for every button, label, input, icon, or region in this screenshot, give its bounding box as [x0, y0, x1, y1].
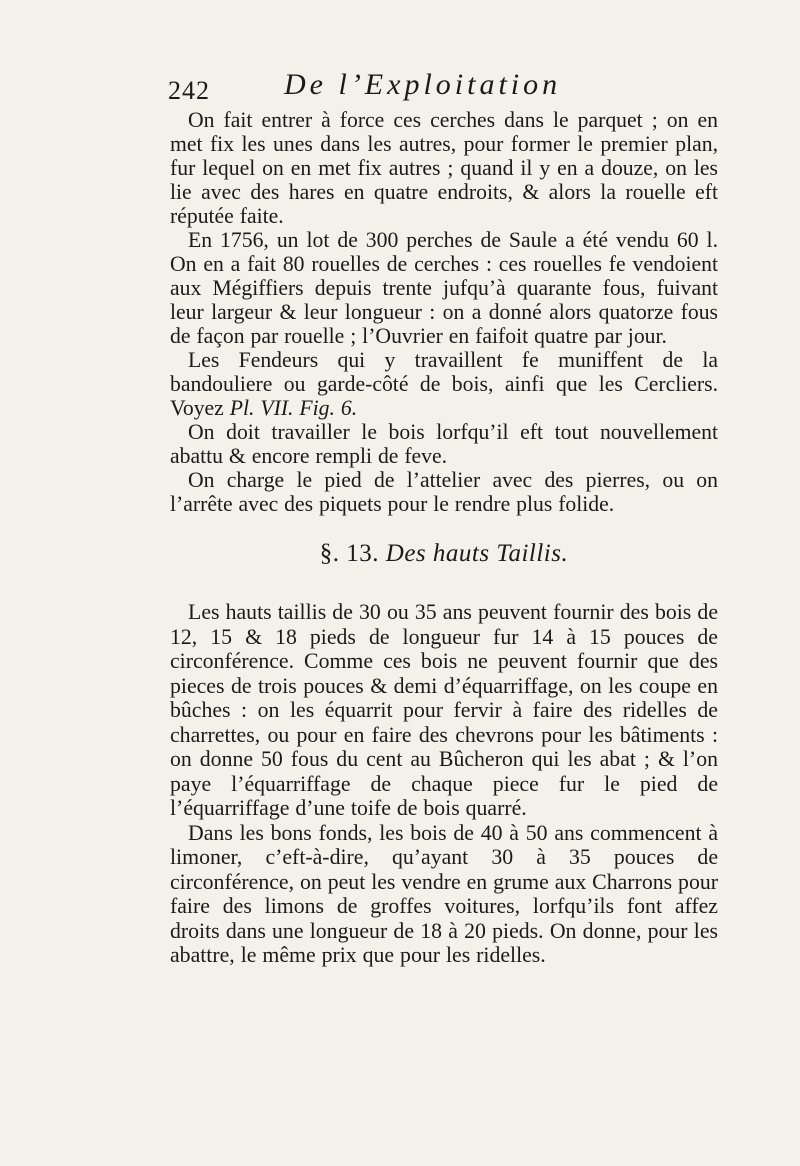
page-number: 242 — [168, 76, 210, 105]
plate-reference: Pl. VII. Fig. 6. — [229, 396, 358, 420]
paragraph-1756-lot: En 1756, un lot de 300 perches de Saule a été vendu 60 l. On en a fait 80 rouelles de cerches : ces rouelles fe vendoient aux Mégiffiers depuis trente jufqu’à quarante fous, fuivant leur largeur & leur longueur : on a donné alors quatorze fous de façon par rouelle ; l’Ouvrier en faifoit quatre par jour. — [170, 228, 718, 348]
paragraph-fendeurs-text: Les Fendeurs qui y travaillent fe muniffent de la bandouliere ou garde-côté de bois, ainfi que les Cercliers. Voyez — [170, 348, 718, 420]
paragraph-cerches: On fait entrer à force ces cerches dans le parquet ; on en met fix les unes dans les autres, pour former le premier plan, fur lequel on en met fix autres ; quand il y en a douze, on les lie avec des hares en quatre endroits, & alors la rouelle eft réputée faite. — [170, 108, 718, 228]
page-header — [168, 68, 730, 105]
section-number: §. 13. — [319, 540, 380, 567]
paragraph-fendeurs — [170, 348, 718, 420]
paragraph-attelier: On charge le pied de l’attelier avec des pierres, ou on l’arrête avec des piquets pour le rendre plus folide. — [170, 468, 718, 516]
paragraph-bons-fonds: Dans les bons fonds, les bois de 40 à 50 ans commencent à limoner, c’eft-à-dire, qu’ayant 30 à 35 pouces de circonférence, on peut les vendre en grume aux Charrons pour faire des limons de groffes voitures, lorfqu’ils font affez droits dans une longueur de 18 à 20 pieds. On donne, pour les abattre, le même prix que pour les ridelles. — [170, 820, 718, 967]
section-heading — [170, 539, 718, 569]
running-title: De l’Exploitation — [284, 68, 562, 101]
paragraph-travailler: On doit travailler le bois lorfqu’il eft tout nouvellement abattu & encore rempli de feve. — [170, 420, 718, 468]
page-content — [170, 108, 718, 968]
section-title: Des hauts Taillis. — [385, 540, 569, 567]
paragraph-hauts-taillis: Les hauts taillis de 30 ou 35 ans peuvent fournir des bois de 12, 15 & 18 pieds de longueur fur 14 à 15 pouces de circonférence. Comme ces bois ne peuvent fournir que des pieces de trois pouces & demi d’équarriffage, on les coupe en bûches : on les équarrit pour fervir à faire des ridelles de charrettes, ou pour en faire des chevrons pour les bâtiments : on donne 50 fous du cent au Bûcheron qui les abat ; & l’on paye l’équarriffage de chaque piece fur le pied de l’équarriffage d’une toife de bois quarré. — [170, 600, 718, 820]
